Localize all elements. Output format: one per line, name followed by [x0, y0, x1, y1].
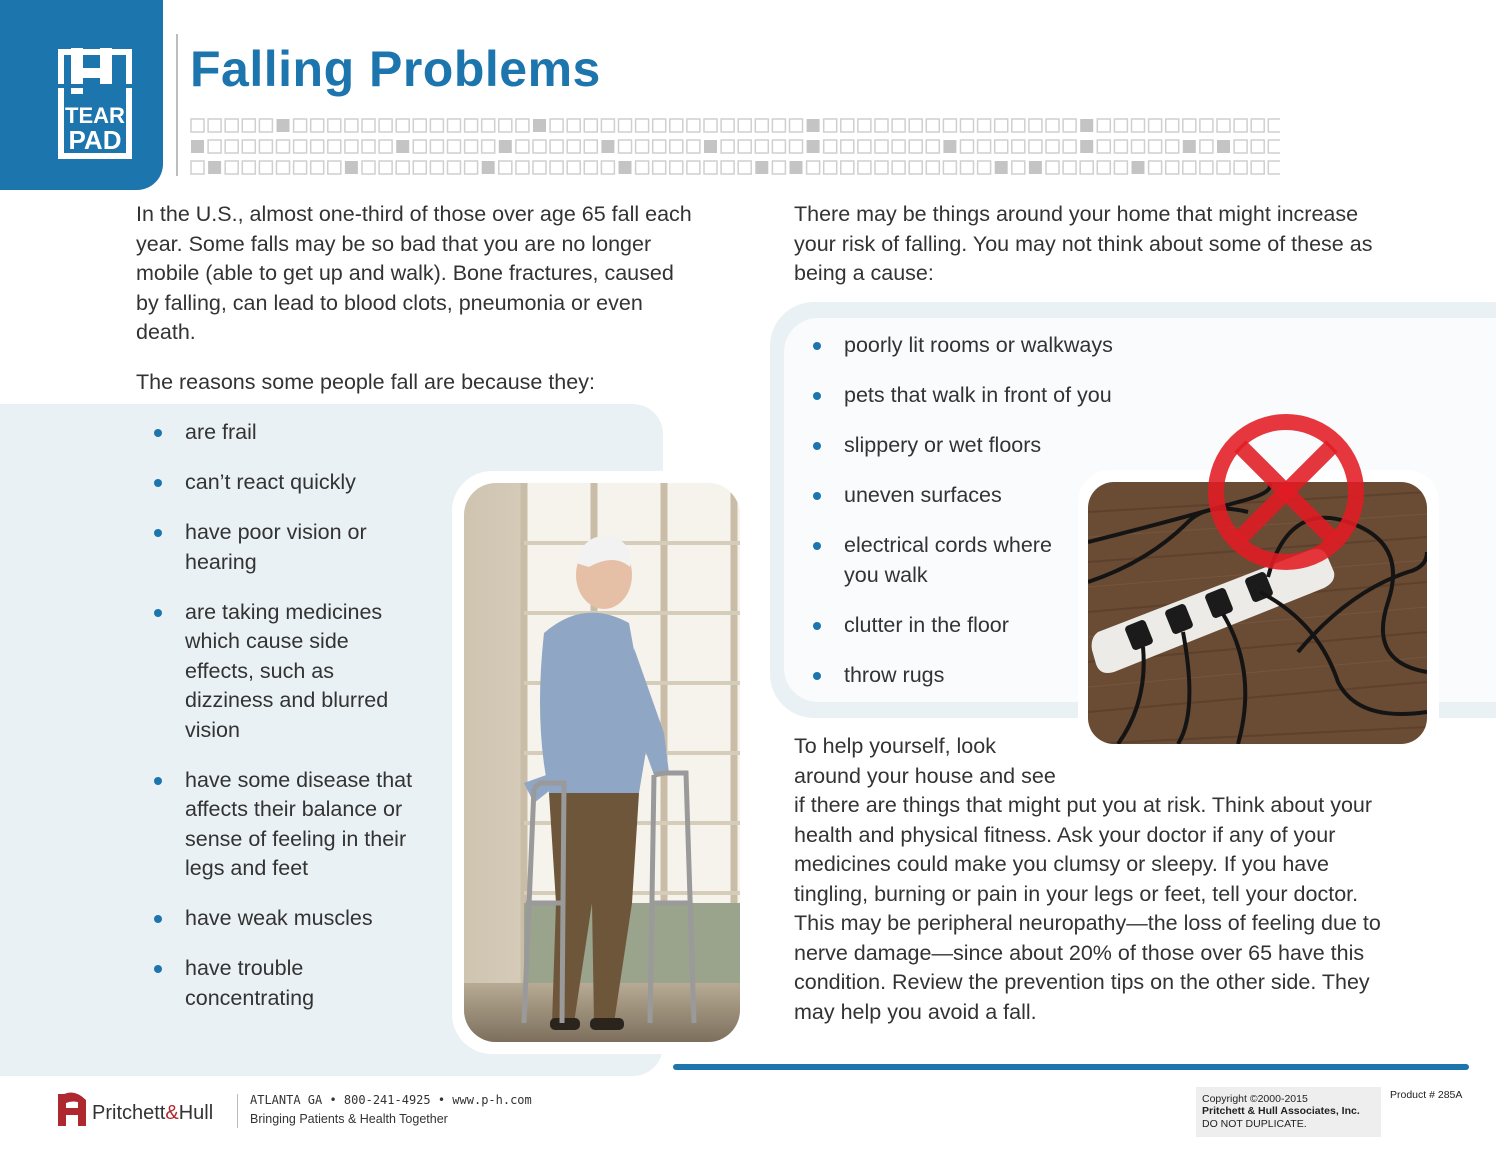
list-item: pets that walk in front of you — [796, 381, 1204, 411]
pattern-square — [961, 161, 974, 174]
pattern-square — [242, 161, 255, 174]
pattern-square — [550, 119, 563, 132]
pattern-square — [362, 119, 375, 132]
pattern-square — [636, 119, 649, 132]
pattern-square — [653, 119, 666, 132]
list-item: have weak muscles — [137, 904, 449, 934]
pattern-square — [772, 161, 785, 174]
copyright-note: DO NOT DUPLICATE. — [1202, 1118, 1307, 1130]
pattern-square — [465, 140, 478, 153]
pattern-square — [721, 161, 734, 174]
pattern-square — [499, 161, 512, 174]
pattern-square — [824, 140, 837, 153]
pattern-square — [943, 119, 956, 132]
pattern-square — [430, 140, 443, 153]
pattern-square — [533, 161, 546, 174]
pattern-square — [978, 119, 991, 132]
pattern-square — [499, 119, 512, 132]
pattern-square — [516, 140, 529, 153]
pattern-square — [1080, 140, 1093, 153]
decorative-square-pattern — [190, 118, 1280, 178]
pattern-square — [790, 140, 803, 153]
pattern-square — [1268, 140, 1280, 153]
list-item: clutter in the floor — [796, 611, 1096, 641]
pattern-square — [1097, 161, 1110, 174]
pattern-square — [687, 119, 700, 132]
pattern-square — [259, 119, 272, 132]
home-risks-list — [796, 331, 1113, 711]
pattern-square — [1012, 161, 1025, 174]
pattern-square — [875, 140, 888, 153]
pattern-square — [584, 119, 597, 132]
pattern-square — [1268, 119, 1280, 132]
pattern-square — [636, 140, 649, 153]
pattern-square — [687, 140, 700, 153]
pattern-square — [790, 161, 803, 174]
pattern-square — [892, 161, 905, 174]
pattern-square — [636, 161, 649, 174]
pattern-square — [448, 119, 461, 132]
pattern-square — [841, 119, 854, 132]
pattern-square — [721, 140, 734, 153]
pattern-square — [225, 161, 238, 174]
pattern-square — [1046, 140, 1059, 153]
pattern-square — [1149, 161, 1162, 174]
list-item: can’t react quickly — [137, 468, 449, 498]
pattern-square — [516, 161, 529, 174]
pattern-square — [909, 119, 922, 132]
pattern-square — [772, 119, 785, 132]
list-item: throw rugs — [796, 661, 1096, 691]
copyright-box — [1196, 1087, 1381, 1137]
pattern-square — [328, 161, 341, 174]
pattern-square — [191, 161, 204, 174]
company-name-ampersand: & — [165, 1102, 179, 1124]
pattern-square — [1114, 119, 1127, 132]
pattern-square — [1114, 140, 1127, 153]
pattern-square — [841, 161, 854, 174]
pattern-square — [824, 119, 837, 132]
pattern-square — [1166, 119, 1179, 132]
title-divider — [176, 34, 178, 176]
help-paragraph-body: if there are things that might put you at risk. Think about your health and physical fitness. Ask your doctor if any of your medicines could make you clumsy or sleepy. If you have tingling, burning or pain in your legs or feet, tell your doctor. This may be peripheral neuropathy—the loss of feeling due to nerve damage—since about 20% of those over 65 have this condition. Review the prevention tips on the other side. They may help you avoid a fall. — [794, 793, 1381, 1024]
list-item: poorly lit rooms or walkways — [796, 331, 1204, 361]
pattern-square — [943, 140, 956, 153]
pattern-square — [208, 119, 221, 132]
pattern-square — [1012, 140, 1025, 153]
company-contact: ATLANTA GA • 800-241-4925 • www.p-h.com — [250, 1093, 532, 1107]
pattern-square — [1200, 140, 1213, 153]
pritchett-hull-logo-icon — [56, 1088, 90, 1126]
pattern-square — [755, 119, 768, 132]
pattern-square — [448, 140, 461, 153]
pattern-square — [345, 119, 358, 132]
pattern-square — [1149, 119, 1162, 132]
pattern-square — [704, 161, 717, 174]
product-number: Product # 285A — [1390, 1089, 1463, 1101]
reasons-list — [137, 418, 449, 1034]
pattern-square — [242, 140, 255, 153]
logo-text-tear: TEAR — [65, 103, 125, 128]
pattern-square — [345, 140, 358, 153]
pattern-square — [892, 119, 905, 132]
tear-pad-logo — [0, 0, 163, 190]
footer-vertical-divider — [237, 1094, 238, 1128]
pattern-square — [413, 119, 426, 132]
home-intro-paragraph: There may be things around your home that might increase your risk of falling. You may not think about some of these as being a cause: — [794, 202, 1373, 285]
list-item: are taking medicines which cause side effects, such as dizziness and blurred vision — [137, 598, 410, 746]
pattern-square — [1046, 119, 1059, 132]
pattern-square — [1097, 119, 1110, 132]
pattern-square — [311, 161, 324, 174]
pattern-square — [772, 140, 785, 153]
pattern-square — [1251, 119, 1264, 132]
pattern-square — [601, 161, 614, 174]
pattern-square — [1183, 140, 1196, 153]
pattern-square — [1183, 161, 1196, 174]
logo-text-pad: PAD — [68, 125, 122, 155]
pattern-square — [909, 140, 922, 153]
pattern-square — [601, 119, 614, 132]
pattern-square — [533, 140, 546, 153]
pattern-square — [653, 161, 666, 174]
pattern-square — [430, 161, 443, 174]
pattern-square — [1132, 140, 1145, 153]
list-item: slippery or wet floors — [796, 431, 1096, 461]
pattern-square — [396, 119, 409, 132]
pattern-square — [259, 140, 272, 153]
pattern-square — [396, 140, 409, 153]
pattern-square — [1217, 140, 1230, 153]
pattern-square — [567, 119, 580, 132]
pattern-square — [841, 140, 854, 153]
pattern-square — [482, 140, 495, 153]
pattern-square — [1063, 161, 1076, 174]
pattern-square — [1217, 161, 1230, 174]
pattern-square — [482, 119, 495, 132]
pattern-square — [704, 119, 717, 132]
pattern-square — [995, 161, 1008, 174]
copyright-line: Copyright ©2000-2015 — [1202, 1093, 1308, 1105]
pattern-square — [1063, 119, 1076, 132]
pattern-square — [824, 161, 837, 174]
pattern-square — [1132, 119, 1145, 132]
pattern-square — [379, 140, 392, 153]
pattern-square — [1029, 161, 1042, 174]
list-item: have trouble concentrating — [137, 954, 385, 1013]
pattern-square — [1149, 140, 1162, 153]
pattern-square — [1217, 119, 1230, 132]
company-name-first: Pritchett — [92, 1102, 166, 1124]
pattern-square — [1029, 140, 1042, 153]
pattern-square — [516, 119, 529, 132]
pattern-square — [670, 119, 683, 132]
pattern-square — [294, 119, 307, 132]
pattern-square — [1200, 161, 1213, 174]
pattern-square — [430, 119, 443, 132]
pattern-square — [1097, 140, 1110, 153]
pattern-square — [584, 161, 597, 174]
pattern-square — [721, 119, 734, 132]
pattern-square — [1234, 161, 1247, 174]
pattern-square — [533, 119, 546, 132]
pattern-square — [738, 161, 751, 174]
pattern-square — [1063, 140, 1076, 153]
pattern-square — [277, 140, 290, 153]
intro-paragraph: In the U.S., almost one-third of those over age 65 fall each year. Some falls may be so bad that you are no longer mobile (able to get up and walk). Bone fractures, caused by falling, can lead to blood clots, pneumonia or even death. — [136, 202, 692, 344]
pattern-square — [328, 140, 341, 153]
pattern-square — [755, 140, 768, 153]
pattern-square — [208, 140, 221, 153]
pattern-square — [858, 119, 871, 132]
pattern-square — [875, 161, 888, 174]
pattern-square — [413, 161, 426, 174]
pattern-square — [619, 161, 632, 174]
pattern-square — [926, 119, 939, 132]
pattern-square — [738, 119, 751, 132]
pattern-square — [379, 161, 392, 174]
elderly-man-walker-image — [464, 483, 740, 1042]
pattern-square — [687, 161, 700, 174]
pattern-square — [995, 140, 1008, 153]
pattern-square — [567, 140, 580, 153]
pattern-square — [208, 161, 221, 174]
pattern-square — [978, 161, 991, 174]
pattern-square — [225, 119, 238, 132]
list-item: have poor vision or hearing — [137, 518, 385, 577]
page-title: Falling Problems — [190, 41, 601, 97]
pattern-square — [995, 119, 1008, 132]
pattern-square — [311, 140, 324, 153]
pattern-square — [875, 119, 888, 132]
pattern-square — [448, 161, 461, 174]
pattern-square — [1234, 140, 1247, 153]
pattern-square — [1200, 119, 1213, 132]
pattern-square — [550, 161, 563, 174]
pattern-square — [892, 140, 905, 153]
footer-divider — [673, 1064, 1469, 1070]
pattern-square — [294, 161, 307, 174]
pattern-square — [704, 140, 717, 153]
list-item: are frail — [137, 418, 449, 448]
pattern-square — [943, 161, 956, 174]
pattern-square — [1234, 119, 1247, 132]
pattern-square — [619, 119, 632, 132]
pattern-square — [1251, 140, 1264, 153]
pattern-square — [1080, 161, 1093, 174]
company-name — [92, 1102, 213, 1125]
pattern-square — [909, 161, 922, 174]
help-paragraph-line2: around your house and see — [794, 763, 1056, 788]
tear-pad-icon — [56, 48, 134, 160]
pattern-square — [1268, 161, 1280, 174]
pattern-square — [807, 161, 820, 174]
pattern-square — [567, 161, 580, 174]
pattern-square — [1114, 161, 1127, 174]
pattern-square — [807, 140, 820, 153]
pattern-square — [926, 161, 939, 174]
pattern-square — [755, 161, 768, 174]
list-item: uneven surfaces — [796, 481, 1096, 511]
pattern-square — [345, 161, 358, 174]
pattern-square — [858, 161, 871, 174]
pattern-square — [858, 140, 871, 153]
pattern-square — [277, 119, 290, 132]
pattern-square — [362, 161, 375, 174]
pattern-square — [482, 161, 495, 174]
pattern-square — [926, 140, 939, 153]
pattern-square — [191, 119, 204, 132]
company-name-last: Hull — [178, 1102, 214, 1124]
copyright-owner: Pritchett & Hull Associates, Inc. — [1202, 1105, 1360, 1117]
list-item: electrical cords where you walk — [796, 531, 1064, 590]
pattern-square — [328, 119, 341, 132]
pattern-square — [550, 140, 563, 153]
pattern-square — [413, 140, 426, 153]
pattern-square — [1166, 140, 1179, 153]
pattern-square — [601, 140, 614, 153]
pattern-square — [499, 140, 512, 153]
company-tagline: Bringing Patients & Health Together — [250, 1112, 448, 1126]
pattern-square — [670, 161, 683, 174]
prohibited-icon — [1206, 412, 1366, 572]
pattern-square — [311, 119, 324, 132]
pattern-square — [1046, 161, 1059, 174]
pattern-square — [465, 119, 478, 132]
pattern-square — [1132, 161, 1145, 174]
pattern-square — [396, 161, 409, 174]
pattern-square — [1029, 119, 1042, 132]
pattern-square — [242, 119, 255, 132]
pattern-square — [584, 140, 597, 153]
pattern-square — [670, 140, 683, 153]
pattern-square — [191, 140, 204, 153]
pattern-square — [790, 119, 803, 132]
pattern-square — [465, 161, 478, 174]
pattern-square — [225, 140, 238, 153]
pattern-square — [294, 140, 307, 153]
pattern-square — [978, 140, 991, 153]
pattern-square — [961, 140, 974, 153]
pattern-square — [362, 140, 375, 153]
pattern-square — [1183, 119, 1196, 132]
help-paragraph-line1: To help yourself, look — [794, 734, 996, 758]
pattern-square — [379, 119, 392, 132]
pattern-square — [277, 161, 290, 174]
pattern-square — [1080, 119, 1093, 132]
list-item: have some disease that affects their balance or sense of feeling in their legs and feet — [137, 766, 447, 884]
pattern-square — [738, 140, 751, 153]
pattern-square — [1166, 161, 1179, 174]
elderly-man-walker-photo — [452, 471, 752, 1054]
pattern-square — [653, 140, 666, 153]
pattern-square — [807, 119, 820, 132]
pattern-square — [961, 119, 974, 132]
reasons-intro: The reasons some people fall are because they: — [136, 370, 595, 394]
pattern-square — [1251, 161, 1264, 174]
pattern-square — [259, 161, 272, 174]
pattern-square — [619, 140, 632, 153]
pattern-square — [1012, 119, 1025, 132]
